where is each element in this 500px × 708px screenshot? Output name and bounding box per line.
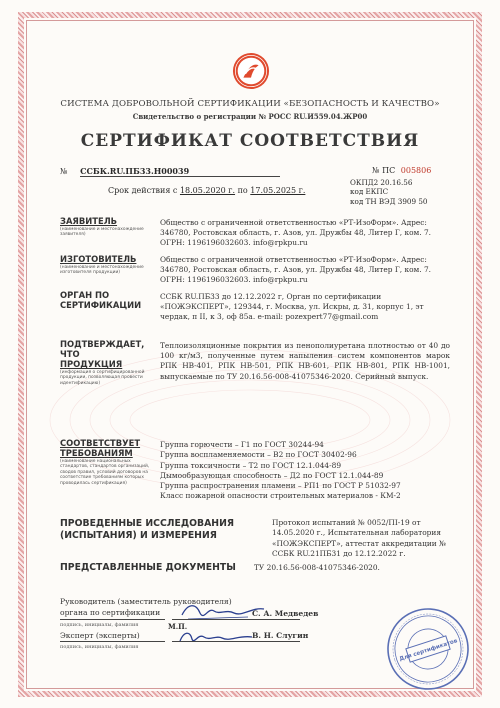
validity-to-label: по (237, 186, 248, 195)
validity-from: 18.05.2020 г. (179, 186, 236, 195)
page-title: СЕРТИФИКАТ СООТВЕТСТВИЯ (80, 131, 420, 151)
expert-caption: подпись, инициалы, фамилия (60, 644, 139, 650)
requirements-label-1: СООТВЕТСТВУЕТ (60, 438, 141, 448)
seal-mark: М.П. (168, 622, 188, 631)
head-caption: подпись, инициалы, фамилия (60, 622, 139, 628)
confirms-text: Теплоизоляционные покрытия из пенополиуретана плотностью от 40 до 100 кг/м3, полученные путем напыления систем компонентов марок РПК НВ-401, РПК НВ-501, РПК НВ-601, РПК НВ-801, РПК НВ-1001, выпускаемые по ТУ 20.16.56-008-41075346-2020. Серийный выпуск. (160, 341, 450, 381)
system-title: СИСТЕМА ДОБРОВОЛЬНОЙ СЕРТИФИКАЦИИ «БЕЗОПАСНОСТЬ И КАЧЕСТВО» (60, 99, 440, 109)
requirement-line: Класс пожарной опасности строительных материалов - КМ-2 (160, 491, 401, 501)
organ-section (60, 290, 155, 310)
blue-stamp-icon (385, 606, 471, 692)
applicant-section (60, 216, 155, 238)
requirement-line: Группа воспламеняемости – В2 по ГОСТ 30402-96 (160, 450, 357, 460)
stamp-text: Для сертификатов (398, 638, 459, 663)
manufacturer-text: Общество с ограниченной ответственностью «РТ-ИзоФорм». Адрес: 346780, Ростовская область, г. Азов, ул. Дружбы 48, Литер Г, ком. 7. ОГРН: 1196196032603. info@rpkpu.ru (160, 255, 432, 285)
validity-to: 17.05.2025 г. (250, 186, 306, 195)
certification-logo-icon (232, 52, 270, 90)
registration-number: Свидетельство о регистрации № РОСС RU.И559.04.ЖР00 (132, 112, 368, 121)
documents-label: ПРЕДСТАВЛЕННЫЕ ДОКУМЕНТЫ (60, 562, 236, 573)
organ-label-2: СЕРТИФИКАЦИИ (60, 300, 142, 310)
cert-number: ССБК.RU.ПБ33.Н00039 (80, 166, 280, 177)
organ-text: ССБК RU.ПБ33 до 12.12.2022 г, Орган по сертификации «ПОЖЭКСПЕРТ», 129344, г. Москва, ул. Искры, д. 31, корпус 1, эт чердак, п II, к 3, оф 85а. e-mail: pozexpert77@gmail.com (160, 292, 424, 322)
requirement-line: Группа распространения пламени – РП1 по ГОСТ Р 51032-97 (160, 481, 401, 491)
requirement-line: Группа горючести – Г1 по ГОСТ 30244-94 (160, 440, 324, 449)
manufacturer-sublabel: (наименование и местонахождение изготовителя продукции) (60, 265, 144, 276)
form-label: № ПС (372, 166, 396, 175)
applicant-text: Общество с ограниченной ответственностью «РТ-ИзоФорм». Адрес: 346780, Ростовская область, г. Азов, ул. Дружбы 48, Литер Г, ком. 7. ОГРН: 1196196032603. info@rpkpu.ru (160, 218, 432, 248)
requirement-line: Дымообразующая способность – Д2 по ГОСТ 12.1.044-89 (160, 470, 384, 480)
confirms-section (60, 339, 158, 386)
applicant-label: ЗАЯВИТЕЛЬ (60, 216, 118, 226)
studies-section (60, 518, 260, 542)
organ-label-1: ОРГАН ПО (60, 290, 110, 300)
head-title-line2: органа по сертификации (60, 608, 161, 617)
validity-prefix: Срок действия с (108, 186, 178, 195)
requirements-section (60, 438, 155, 486)
ekps-code: код ЕКПС (350, 187, 389, 197)
studies-text: Протокол испытаний № 0052/ПI-19 от 14.05.2020 г., Испытательная лаборатория «ПОЖЭКСПЕРТ», аттестат аккредитации № ССБК RU.21ПБ31 до 12.12.2022 г. (272, 518, 447, 559)
applicant-sublabel: (наименование и местонахождение заявителя) (60, 227, 144, 238)
manufacturer-label: ИЗГОТОВИТЕЛЬ (60, 254, 137, 264)
requirements-label-2: ТРЕБОВАНИЯМ (60, 448, 133, 458)
product-codes (350, 178, 470, 206)
requirements-list (160, 440, 450, 502)
form-number: 005806 (400, 166, 432, 175)
confirms-sublabel: (информация о сертифицированной продукции, позволяющая провести идентификацию) (60, 370, 145, 386)
number-sign: № (60, 167, 68, 176)
cert-number-row (60, 166, 280, 177)
requirement-line: Группа токсичности – Т2 по ГОСТ 12.1.044-89 (160, 460, 342, 470)
expert-title: Эксперт (эксперты) (60, 631, 140, 640)
studies-label-1: ПРОВЕДЕННЫЕ ИССЛЕДОВАНИЯ (60, 518, 235, 529)
manufacturer-section (60, 254, 155, 276)
confirms-label-2: ПРОДУКЦИЯ (60, 359, 123, 369)
confirms-label-1: ПОДТВЕРЖДАЕТ, ЧТО (60, 339, 145, 359)
head-name: С. А. Медведев (252, 609, 319, 618)
validity-row (108, 186, 305, 195)
form-number-row (372, 166, 431, 175)
head-title-line1: Руководитель (заместитель руководителя) (60, 597, 232, 606)
documents-text: ТУ 20.16.56-008-41075346-2020. (254, 563, 380, 572)
expert-signature-icon (176, 623, 256, 647)
tnved-code: код ТН ВЭД 3909 50 (350, 196, 428, 206)
expert-name: В. Н. Слугин (252, 631, 309, 640)
requirements-sublabel: (наименование национальных стандартов, стандартов организаций, сводов правил, условий договоров на соответствие требованиям которых проводилась сертификация) (60, 459, 150, 486)
okpd2-code: ОКПД2 20.16.56 (350, 178, 413, 187)
studies-label-2: (ИСПЫТАНИЯ) И ИЗМЕРЕНИЯ (60, 530, 217, 541)
